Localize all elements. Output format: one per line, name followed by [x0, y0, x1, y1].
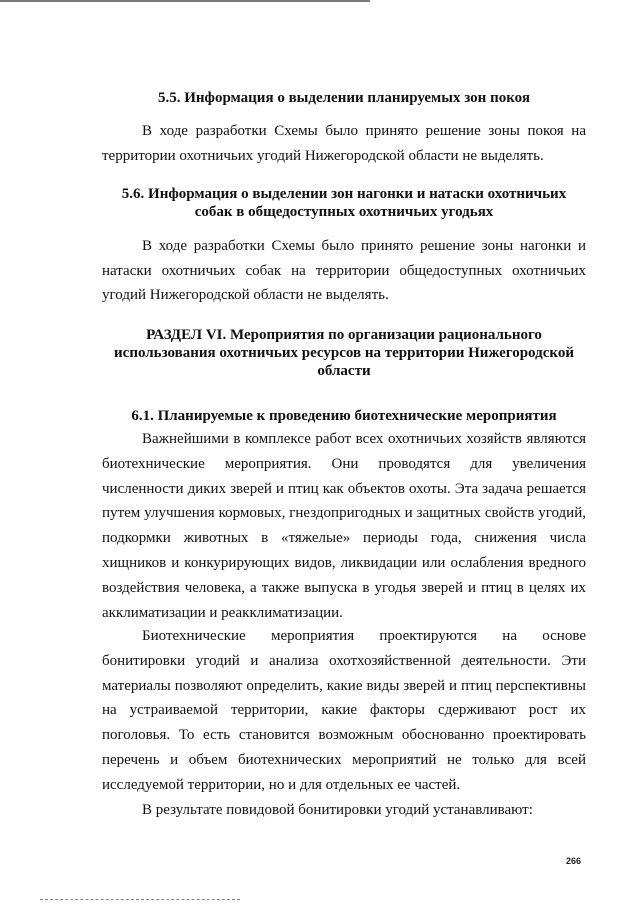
section-6-1-paragraph-2: Биотехнические мероприятия проектируются на основе бонитировки угодий и анализа охотхозяйственной деятельности. Эти материалы позволяют определить, какие виды зверей и птиц перспективны на устраиваемой территории, какие факторы сдерживают рост их поголовья. То есть становится возможным обоснованно проектировать перечень и объем биотехнических мероприятий не только для всей исследуемой территории, но и для отдельных ее частей.: [102, 628, 586, 793]
section-5-6-text: В ходе разработки Схемы было принято решение зоны нагонки и натаски охотничьих собак на территории общедоступных охотничьих угодий Нижегородской области не выделять.: [102, 238, 586, 304]
section-6-1-heading: 6.1. Планируемые к проведению биотехнические мероприятия: [131, 408, 557, 424]
scan-edge-bottom: [40, 899, 240, 901]
section-5-6-heading: 5.6. Информация о выделении зон нагонки и натаски охотничьих собак в общедоступных охотничьих угодьях: [121, 186, 567, 220]
part-6-heading: РАЗДЕЛ VI. Мероприятия по организации рационального использования охотничьих ресурсов на территории Нижегородской области: [114, 327, 574, 379]
section-6-1-paragraph-3: В результате повидовой бонитировки угодий устанавливают:: [142, 802, 533, 818]
section-6-1-paragraph-1: Важнейшими в комплексе работ всех охотничьих хозяйств являются биотехнические мероприятия. Они проводятся для увеличения численности диких зверей и птиц как объектов охоты. Эта задача решается путем улучшения кормовых, гнездопригодных и защитных свойств угодий, подкормки животных в «тяжелые» периоды года, снижения числа хищников и конкурирующих видов, ликвидации или ослабления вредного воздействия человека, а также выпуска в угодья зверей и птиц в целях их акклиматизации и реакклиматизации.: [102, 431, 586, 621]
page-number: 266: [566, 856, 582, 866]
section-5-5-text: В ходе разработки Схемы было принято решение зоны покоя на территории охотничьих угодий Нижегородской области не выделять.: [102, 123, 586, 164]
section-5-5-heading: 5.5. Информация о выделении планируемых зон покоя: [158, 90, 530, 106]
scan-edge-top: [0, 0, 370, 2]
